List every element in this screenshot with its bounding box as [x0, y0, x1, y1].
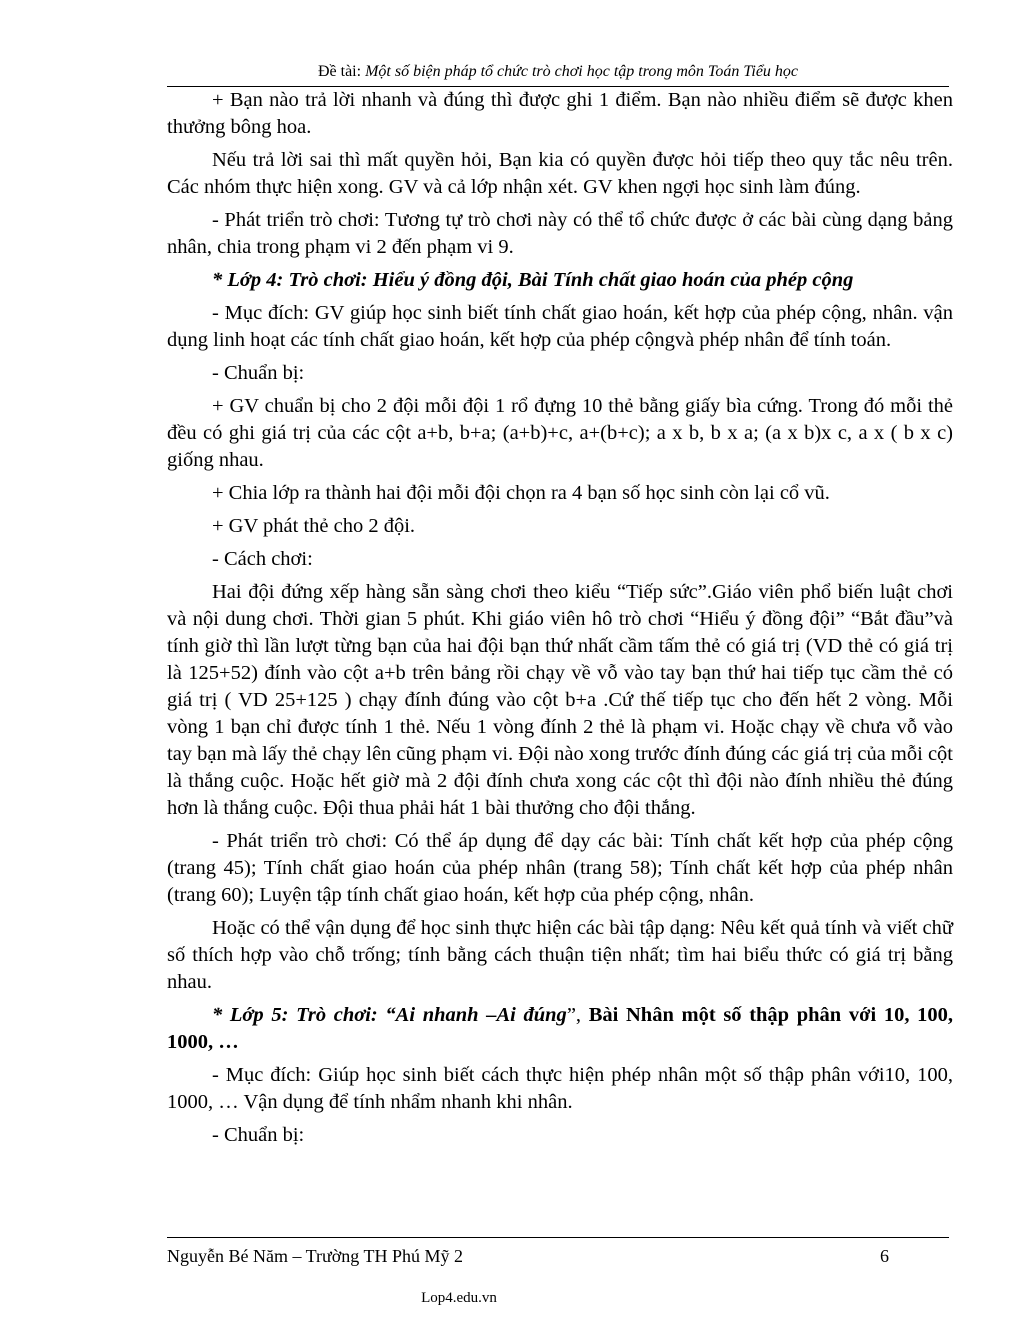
- paragraph: - Cách chơi:: [212, 548, 313, 570]
- page-footer: [167, 1237, 949, 1266]
- document-body: [167, 87, 953, 1155]
- source-watermark: Lop4.edu.vn: [421, 1290, 497, 1306]
- header-prefix: Đề tài:: [317, 63, 366, 80]
- section-heading-grade-5: [167, 1002, 953, 1056]
- paragraph: Hai đội đứng xếp hàng sẵn sàng chơi theo kiểu “Tiếp sức”.Giáo viên phổ biến luật chơi và nội dung chơi. Thời gian 5 phút. Khi giáo viên hô trò chơi “Hiểu ý đồng đội” “Bắt đầu”và tính giờ thì lần lượt từng bạn của hai đội bạn thứ nhất cầm tấm thẻ có giá trị (VD thẻ có giá trị là 125+52) đính vào cột a+b trên bảng rồi chạy về vỗ vào tay bạn thứ hai tiếp tục cầm thẻ có giá trị ( VD 25+125 ) chạy đính đúng vào cột b+a .Cứ thế tiếp tục cho đến hết 2 vòng. Mỗi vòng 1 bạn chỉ được tính 1 thẻ. Nếu 1 vòng đính 2 thẻ là phạm vi. Hoặc chạy về chưa vỗ vào tay bạn mà lấy thẻ chạy lên cũng phạm vi. Đội nào xong trước đính đúng các giá trị của mỗi cột là thắng cuộc. Hoặc hết giờ mà 2 đội đính chưa xong các cột thì đội nào đính nhiều thẻ đúng hơn là thắng cuộc. Đội thua phải hát 1 bài thưởng cho đội thắng.: [167, 581, 953, 819]
- paragraph: Hoặc có thể vận dụng để học sinh thực hiện các bài tập dạng: Nêu kết quả tính và viết chữ số thích hợp vào chỗ trống; tính bằng cách thuận tiện nhất; tìm hai biểu thức có giá trị bằng nhau.: [167, 917, 953, 993]
- paragraph: - Phát triển trò chơi: Có thể áp dụng để dạy các bài: Tính chất kết hợp của phép cộng (trang 45); Tính chất giao hoán của phép nhân (trang 58); Tính chất kết hợp của phép nhân (trang 60); Luyện tập tính chất giao hoán, kết hợp của phép cộng, nhân.: [167, 830, 953, 906]
- paragraph: Nếu trả lời sai thì mất quyền hỏi, Bạn kia có quyền được hỏi tiếp theo quy tắc nêu trên. Các nhóm thực hiện xong. GV và cả lớp nhận xét. GV khen ngợi học sinh làm đúng.: [167, 149, 953, 198]
- paragraph: + GV chuẩn bị cho 2 đội mỗi đội 1 rổ đựng 10 thẻ bằng giấy bìa cứng. Trong đó mỗi thẻ đều có ghi giá trị của các cột a+b, b+a; (a+b)+c, a+(b+c); a x b, b x a; (a x b)x c, a x ( b x c) giống nhau.: [167, 395, 953, 471]
- heading-separator: ”,: [566, 1004, 589, 1026]
- paragraph: - Mục đích: Giúp học sinh biết cách thực hiện phép nhân một số thập phân với10, 100, 1000, … Vận dụng để tính nhẩm nhanh khi nhân.: [167, 1064, 953, 1113]
- paragraph: - Phát triển trò chơi: Tương tự trò chơi này có thể tổ chức được ở các bài cùng dạng bảng nhân, chia trong phạm vi 2 đến phạm vi 9.: [167, 209, 953, 258]
- paragraph: - Mục đích: GV giúp học sinh biết tính chất giao hoán, kết hợp của phép cộng, nhân. vận dụng linh hoạt các tính chất giao hoán, kết hợp của phép cộngvà phép nhân để tính toán.: [167, 302, 953, 351]
- paragraph: + GV phát thẻ cho 2 đội.: [212, 515, 416, 537]
- paragraph: - Chuẩn bị:: [212, 1124, 305, 1146]
- paragraph: + Bạn nào trả lời nhanh và đúng thì được ghi 1 điểm. Bạn nào nhiều điểm sẽ được khen thưởng bông hoa.: [167, 89, 953, 138]
- paragraph: + Chia lớp ra thành hai đội mỗi đội chọn ra 4 bạn số học sinh còn lại cổ vũ.: [212, 482, 830, 504]
- heading-lesson-name: Bài Nhân một số thập phân với 10, 100, 1000, …: [167, 1004, 953, 1053]
- heading-game-name: * Lớp 5: Trò chơi: “Ai nhanh –Ai đúng: [212, 1004, 567, 1026]
- page-header: [167, 62, 949, 87]
- paragraph: - Chuẩn bị:: [212, 362, 305, 384]
- footer-author: Nguyễn Bé Năm – Trường TH Phú Mỹ 2: [167, 1246, 463, 1266]
- page-number: 6: [880, 1246, 889, 1266]
- section-heading-grade-4: * Lớp 4: Trò chơi: Hiểu ý đồng đội, Bài Tính chất giao hoán của phép cộng: [212, 269, 854, 291]
- header-title: Một số biện pháp tổ chức trò chơi học tập trong môn Toán Tiểu học: [365, 63, 799, 80]
